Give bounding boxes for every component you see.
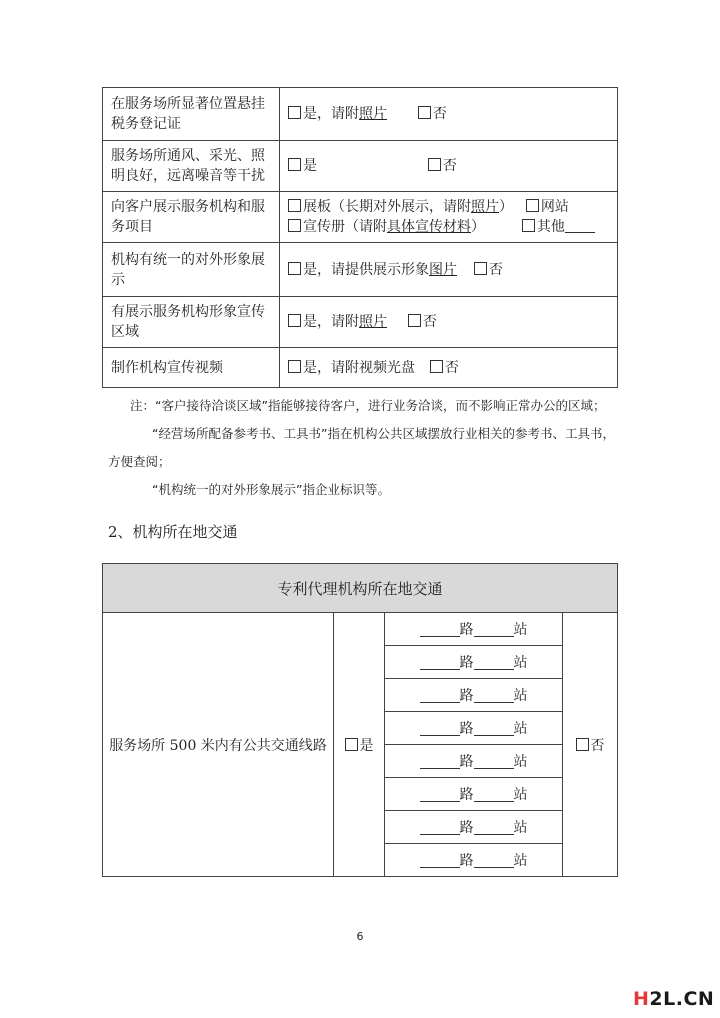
fill-blank[interactable] (420, 622, 460, 637)
table-row (103, 192, 618, 243)
table-header-row (103, 564, 618, 613)
table-row (103, 297, 618, 348)
note-line: 注：“客户接待洽谈区域”指能够接待客户，进行业务洽谈，而不影响正常办公的区域； (130, 398, 606, 413)
fill-blank[interactable] (420, 721, 460, 736)
fill-blank[interactable] (420, 655, 460, 670)
note-line: 方便查阅； (108, 454, 171, 469)
checkbox[interactable] (576, 738, 589, 751)
question-cell: 制作机构宣传视频 (103, 348, 280, 388)
checkbox[interactable] (522, 219, 535, 232)
watermark-logo (633, 988, 714, 1010)
service-venue-table (102, 87, 618, 388)
answer-cell: 是，请附视频光盘 否 (280, 348, 618, 388)
fill-blank[interactable] (565, 220, 595, 233)
question-cell: 机构有统一的对外形象展示 (103, 243, 280, 297)
question-cell: 服务场所通风、采光、照明良好，远离噪音等干扰 (103, 141, 280, 192)
transport-table (102, 563, 618, 877)
checkbox[interactable] (288, 360, 301, 373)
fill-blank[interactable] (420, 787, 460, 802)
checkbox[interactable] (288, 158, 301, 171)
checkbox[interactable] (408, 314, 421, 327)
fill-blank[interactable] (420, 853, 460, 868)
checkbox[interactable] (526, 199, 539, 212)
checkbox[interactable] (428, 158, 441, 171)
watermark-h: H (633, 988, 650, 1010)
route-cell: 路 站 (385, 745, 563, 778)
fill-blank[interactable] (474, 622, 514, 637)
notes (108, 392, 630, 504)
checkbox[interactable] (430, 360, 443, 373)
section-title: 2、机构所在地交通 (108, 523, 238, 541)
note-line: “经营场所配备参考书、工具书”指在机构公共区域摆放行业相关的参考书、工具书， (152, 426, 615, 441)
fill-blank[interactable] (420, 688, 460, 703)
fill-blank[interactable] (474, 853, 514, 868)
fill-blank[interactable] (474, 754, 514, 769)
answer-cell: 是，请附照片 否 (280, 297, 618, 348)
table-row (103, 88, 618, 141)
route-cell: 路 站 (385, 811, 563, 844)
fill-blank[interactable] (420, 820, 460, 835)
answer-cell: 是 否 (280, 141, 618, 192)
route-cell: 路 站 (385, 778, 563, 811)
route-cell: 路 站 (385, 679, 563, 712)
checkbox[interactable] (288, 106, 301, 119)
question-cell: 有展示服务机构形象宣传区域 (103, 297, 280, 348)
note-line: “机构统一的对外形象展示”指企业标识等。 (152, 482, 390, 497)
route-cell: 路 站 (385, 613, 563, 646)
route-cell: 路 站 (385, 712, 563, 745)
table-row (103, 613, 618, 646)
fill-blank[interactable] (474, 820, 514, 835)
checkbox[interactable] (288, 262, 301, 275)
table-row (103, 141, 618, 192)
question-cell: 向客户展示服务机构和服务项目 (103, 192, 280, 243)
checkbox[interactable] (288, 219, 301, 232)
table-row (103, 348, 618, 388)
question-cell: 在服务场所显著位置悬挂税务登记证 (103, 88, 280, 141)
fill-blank[interactable] (474, 721, 514, 736)
table-row (103, 243, 618, 297)
row-label: 服务场所 500 米内有公共交通线路 (103, 613, 334, 877)
route-cell: 路 站 (385, 844, 563, 877)
no-cell: 否 (563, 613, 618, 877)
route-cell: 路 站 (385, 646, 563, 679)
yes-cell: 是 (334, 613, 385, 877)
checkbox[interactable] (345, 738, 358, 751)
checkbox[interactable] (288, 314, 301, 327)
checkbox[interactable] (418, 106, 431, 119)
checkbox[interactable] (288, 199, 301, 212)
answer-cell: 是，请提供展示形象图片 否 (280, 243, 618, 297)
page-number: 6 (356, 930, 364, 943)
fill-blank[interactable] (474, 787, 514, 802)
table-header: 专利代理机构所在地交通 (103, 564, 618, 613)
answer-cell: 展板（长期对外展示，请附照片） 网站 宣传册（请附具体宣传材料） 其他 (280, 192, 618, 243)
answer-cell: 是，请附照片 否 (280, 88, 618, 141)
fill-blank[interactable] (474, 655, 514, 670)
watermark-rest: 2L.CN (649, 988, 715, 1010)
checkbox[interactable] (474, 262, 487, 275)
fill-blank[interactable] (420, 754, 460, 769)
fill-blank[interactable] (474, 688, 514, 703)
